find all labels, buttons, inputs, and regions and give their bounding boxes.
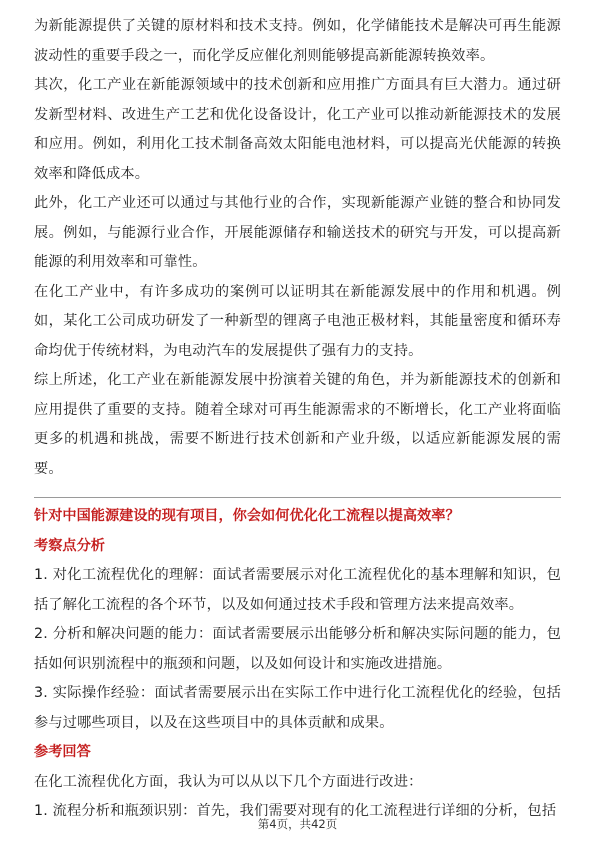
section-divider: [34, 497, 561, 498]
analysis-item: 2. 分析和解决问题的能力：面试者需要展示出能够分析和解决实际问题的能力，包括如何识别流程中的瓶颈和问题，以及如何设计和实施改进措施。: [34, 626, 561, 672]
page-number: 第4页，共42页: [257, 817, 338, 831]
body-paragraph: 其次，化工产业在新能源领域中的技术创新和应用推广方面具有巨大潜力。通过研发新型材料、改进生产工艺和优化设备设计，化工产业可以推动新能源技术的发展和应用。例如，利用化工技术制备高效太阳能电池材料，可以提高光伏能源的转换效率和降低成本。: [34, 77, 561, 182]
document-page: [34, 12, 561, 827]
answer-heading: 参考回答: [34, 744, 91, 760]
question-title: 针对中国能源建设的现有项目，你会如何优化化工流程以提高效率？: [34, 508, 460, 524]
analysis-heading: 考察点分析: [34, 537, 105, 554]
analysis-item: 1. 对化工流程优化的理解：面试者需要展示对化工流程优化的基本理解和知识，包括了解化工流程的各个环节，以及如何通过技术手段和管理方法来提高效率。: [34, 567, 561, 613]
body-paragraph: 综上所述，化工产业在新能源发展中扮演着关键的角色，并为新能源技术的创新和应用提供了重要的支持。随着全球对可再生能源需求的不断增长，化工产业将面临更多的机遇和挑战，需要不断进行技术创新和产业升级，以适应新能源发展的需要。: [34, 372, 561, 477]
answer-paragraph: 在化工流程优化方面，我认为可以从以下几个方面进行改进：: [34, 773, 423, 790]
body-paragraph: 在化工产业中，有许多成功的案例可以证明其在新能源发展中的作用和机遇。例如，某化工公司成功研发了一种新型的锂离子电池正极材料，其能量密度和循环寿命均优于传统材料，为电动汽车的发展提供了强有力的支持。: [34, 283, 561, 359]
body-paragraph: 为新能源提供了关键的原材料和技术支持。例如，化学储能技术是解决可再生能源波动性的重要手段之一，而化学反应催化剂则能够提高新能源转换效率。: [34, 18, 561, 64]
body-paragraph: 此外，化工产业还可以通过与其他行业的合作，实现新能源产业链的整合和协同发展。例如，与能源行业合作，开展能源储存和输送技术的研究与开发，可以提高新能源的利用效率和可靠性。: [34, 195, 561, 270]
answer-paragraph: 1. 流程分析和瓶颈识别：首先，我们需要对现有的化工流程进行详细的分析，包括: [34, 803, 557, 819]
analysis-item: 3. 实际操作经验：面试者需要展示出在实际工作中进行化工流程优化的经验，包括参与过哪些项目，以及在这些项目中的具体贡献和成果。: [34, 685, 561, 731]
